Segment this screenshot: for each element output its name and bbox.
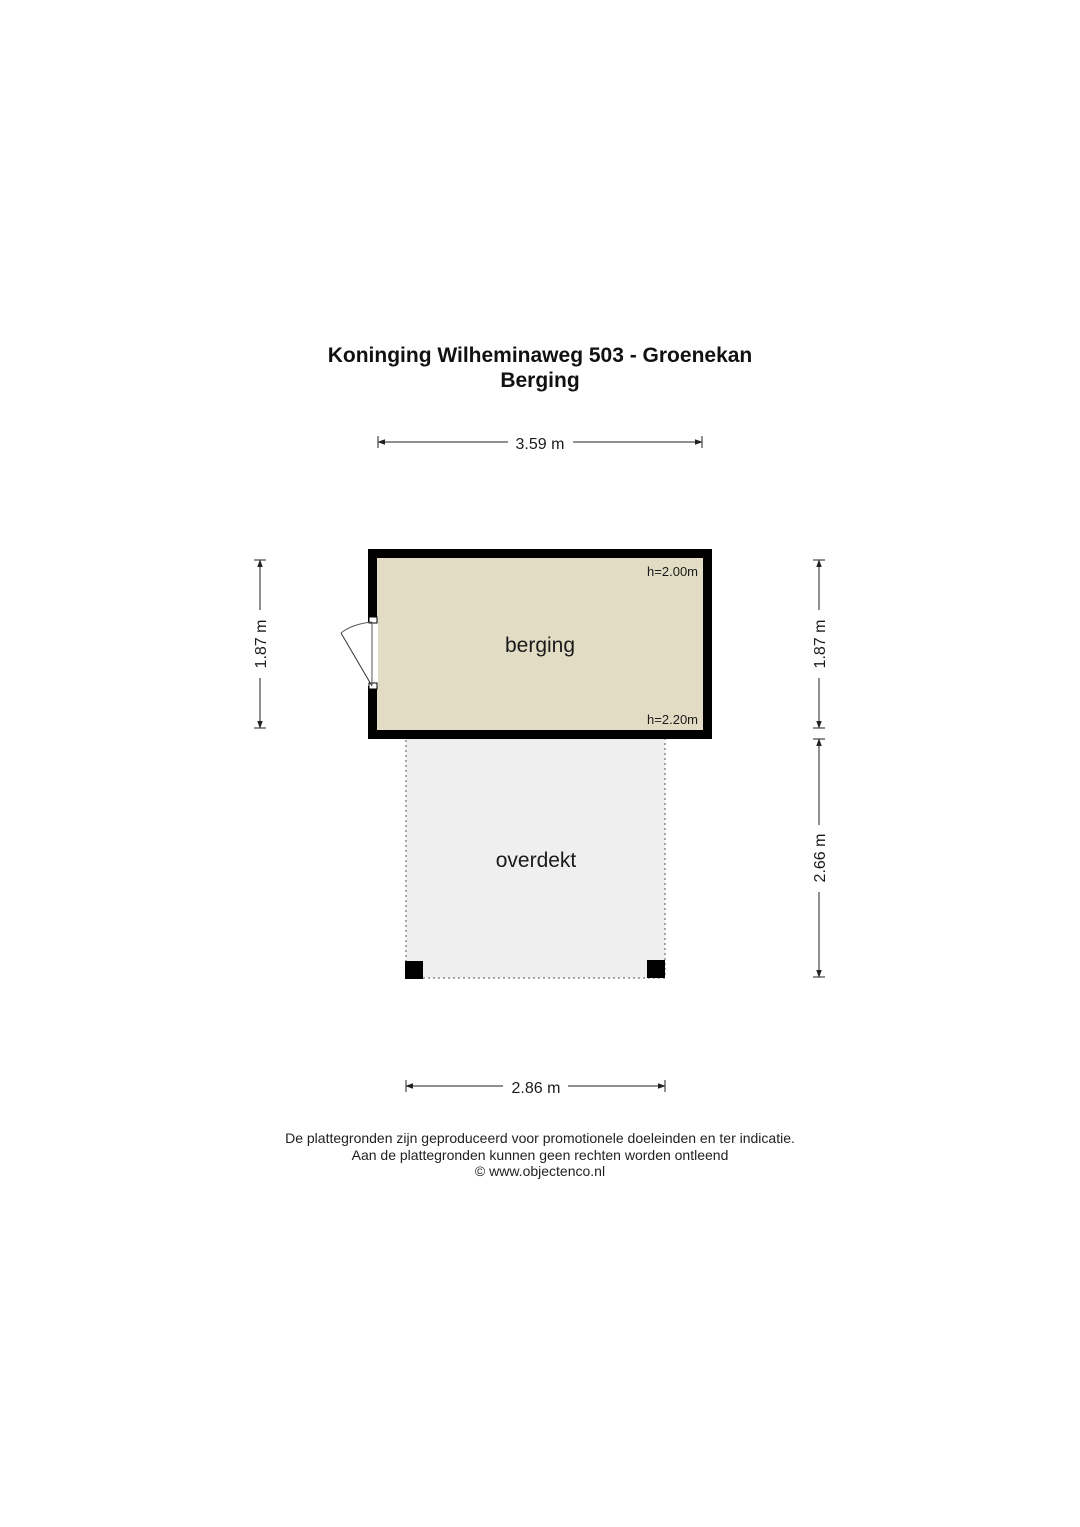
- door-leaf: [341, 633, 372, 686]
- dimension-left: [253, 560, 270, 728]
- ceiling-height-top: h=2.00m: [647, 564, 698, 579]
- plan-title: Koninging Wilheminaweg 503 - Groenekan: [327, 344, 753, 367]
- door-opening: [368, 622, 378, 686]
- column-left: [405, 961, 423, 979]
- dimension-right-upper: [812, 560, 829, 728]
- dimension-top-label: 3.59 m: [515, 436, 565, 453]
- dimension-right-lower: [812, 739, 829, 977]
- copyright-link[interactable]: © www.objectenco.nl: [474, 1163, 606, 1179]
- dimension-right-lower-label: 2.66 m: [812, 833, 829, 883]
- dimension-bottom: [406, 1080, 665, 1097]
- berging-label: berging: [504, 634, 576, 657]
- ceiling-height-bottom: h=2.20m: [647, 712, 698, 727]
- overdekt-label: overdekt: [495, 849, 577, 872]
- dimension-top: [378, 436, 702, 453]
- dimension-bottom-label: 2.86 m: [511, 1080, 561, 1097]
- plan-subtitle: Berging: [500, 369, 580, 392]
- door-swing: [341, 622, 372, 633]
- disclaimer-line2: Aan de plattegronden kunnen geen rechten worden ontleend: [351, 1147, 729, 1163]
- dimension-left-label: 1.87 m: [253, 619, 270, 669]
- dimension-right-upper-label: 1.87 m: [812, 619, 829, 669]
- column-right: [647, 960, 665, 978]
- disclaimer-line1: De plattegronden zijn geproduceerd voor promotionele doeleinden en ter indicatie.: [285, 1130, 795, 1146]
